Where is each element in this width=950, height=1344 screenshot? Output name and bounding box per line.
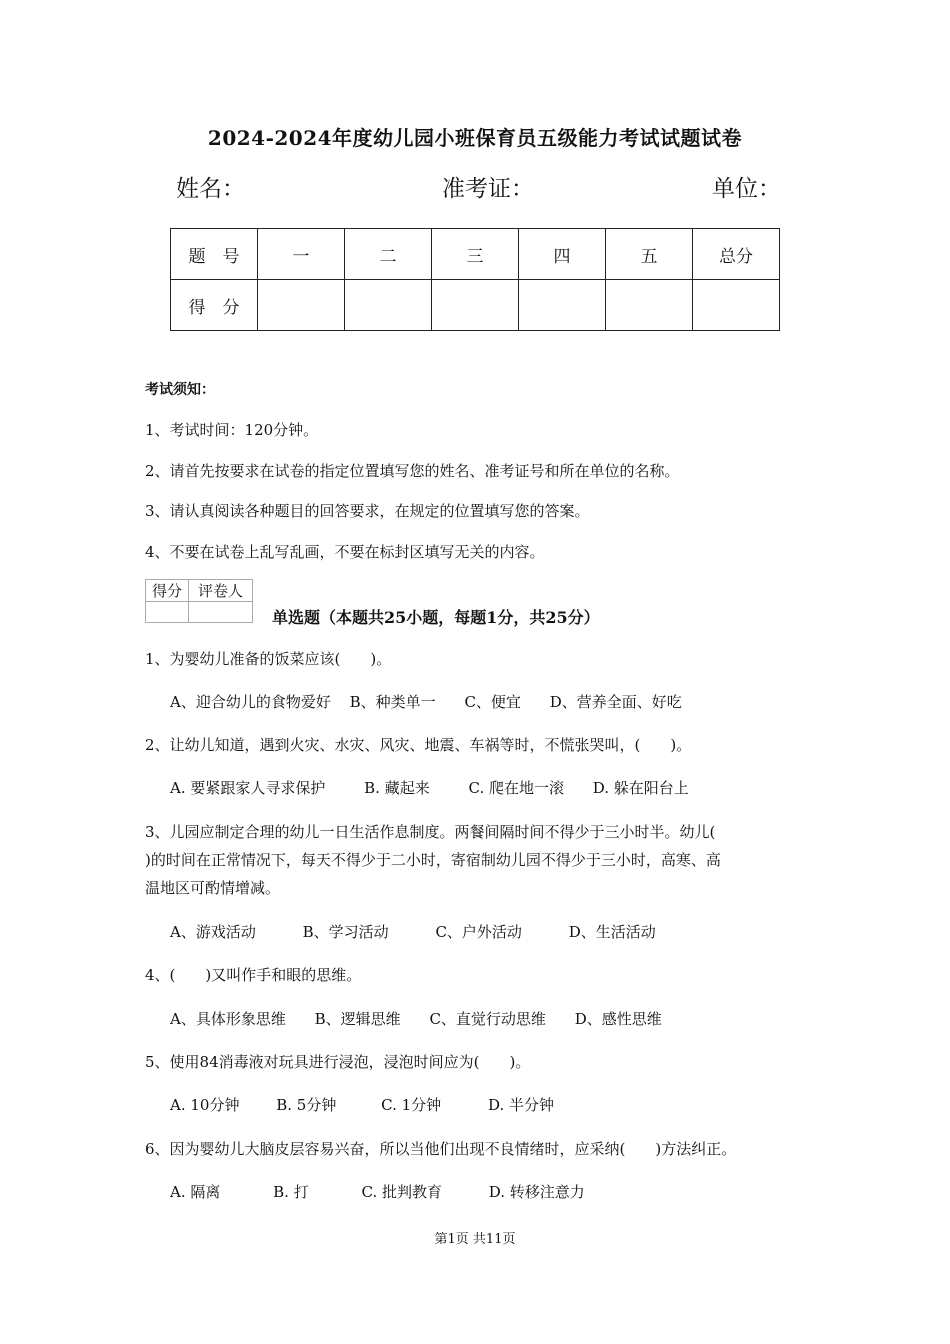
- score-header-cell: 五: [606, 229, 693, 280]
- score-cell[interactable]: [432, 280, 519, 331]
- question-stem: 4、( )又叫作手和眼的思维。: [145, 966, 362, 984]
- option[interactable]: B. 打: [273, 1183, 309, 1201]
- grader-score-label: 得分: [146, 580, 189, 602]
- question-options: [170, 691, 682, 712]
- question-options: [170, 1181, 585, 1202]
- page-title: 2024-2024年度幼儿园小班保育员五级能力考试试题试卷: [207, 126, 743, 150]
- option[interactable]: A. 10分钟: [170, 1096, 240, 1114]
- score-cell[interactable]: [519, 280, 606, 331]
- grader-box: [145, 579, 253, 623]
- score-cell[interactable]: [693, 280, 780, 331]
- option[interactable]: A. 隔离: [170, 1183, 221, 1201]
- question-stem: 1、为婴幼儿准备的饭菜应该( )。: [145, 650, 392, 668]
- grader-reviewer-cell[interactable]: [189, 602, 253, 623]
- score-header-cell: 题 号: [171, 229, 258, 280]
- option[interactable]: D. 转移注意力: [488, 1183, 585, 1201]
- option[interactable]: B、种类单一: [349, 693, 436, 711]
- section-title: 单选题（本题共25小题，每题1分，共25分）: [272, 608, 600, 627]
- grader-reviewer-label: 评卷人: [189, 580, 253, 602]
- question-stem: 5、使用84消毒液对玩具进行浸泡，浸泡时间应为( )。: [145, 1053, 531, 1071]
- score-cell[interactable]: [606, 280, 693, 331]
- option[interactable]: D. 躲在阳台上: [592, 779, 689, 797]
- notice-item: 1、考试时间：120分钟。: [145, 421, 319, 439]
- question-options: [170, 921, 656, 942]
- question-options: [170, 777, 689, 798]
- notice-title: 考试须知：: [145, 382, 215, 398]
- question-stem: 6、因为婴幼儿大脑皮层容易兴奋，所以当他们出现不良情绪时，应采纳( )方法纠正。: [145, 1140, 737, 1158]
- option[interactable]: C. 爬在地一滚: [468, 779, 564, 797]
- question-stem: 2、让幼儿知道，遇到火灾、水灾、风灾、地震、车祸等时，不慌张哭叫，( )。: [145, 736, 692, 754]
- score-header-cell: 一: [258, 229, 345, 280]
- ticket-label: 准考证：: [442, 176, 534, 202]
- option[interactable]: B、逻辑思维: [314, 1010, 401, 1028]
- score-cell[interactable]: [258, 280, 345, 331]
- option[interactable]: C、直觉行动思维: [429, 1010, 546, 1028]
- option[interactable]: D、生活活动: [568, 923, 656, 941]
- score-row-label: 得 分: [171, 280, 258, 331]
- option[interactable]: C. 批判教育: [361, 1183, 442, 1201]
- score-cell[interactable]: [345, 280, 432, 331]
- score-header-cell: 二: [345, 229, 432, 280]
- grader-score-cell[interactable]: [146, 602, 189, 623]
- option[interactable]: A、迎合幼儿的食物爱好: [170, 693, 331, 711]
- unit-label: 单位：: [712, 176, 781, 202]
- question-stem: )的时间在正常情况下，每天不得少于二小时，寄宿制幼儿园不得少于三小时，高寒、高: [145, 851, 721, 869]
- question-stem: 温地区可酌情增减。: [145, 879, 281, 897]
- score-table: [170, 228, 780, 331]
- option[interactable]: B. 5分钟: [276, 1096, 337, 1114]
- option[interactable]: A. 要紧跟家人寻求保护: [170, 779, 326, 797]
- question-stem: 3、儿园应制定合理的幼儿一日生活作息制度。两餐间隔时间不得少于三小时半。幼儿(: [145, 823, 716, 841]
- notice-item: 4、不要在试卷上乱写乱画，不要在标封区填写无关的内容。: [145, 543, 545, 561]
- notice-item: 3、请认真阅读各种题目的回答要求，在规定的位置填写您的答案。: [145, 502, 590, 520]
- question-options: [170, 1094, 554, 1115]
- option[interactable]: B. 藏起来: [364, 779, 430, 797]
- option[interactable]: B、学习活动: [302, 923, 389, 941]
- page-footer: 第1页 共11页: [434, 1232, 516, 1247]
- score-header-cell: 三: [432, 229, 519, 280]
- notice-item: 2、请首先按要求在试卷的指定位置填写您的姓名、准考证号和所在单位的名称。: [145, 462, 680, 480]
- option[interactable]: C、户外活动: [435, 923, 522, 941]
- score-table-header-row: [171, 229, 780, 280]
- option[interactable]: A、游戏活动: [170, 923, 256, 941]
- score-table-score-row: [171, 280, 780, 331]
- option[interactable]: A、具体形象思维: [170, 1010, 286, 1028]
- score-header-cell: 总分: [693, 229, 780, 280]
- option[interactable]: C. 1分钟: [381, 1096, 442, 1114]
- option[interactable]: D、感性思维: [574, 1010, 662, 1028]
- option[interactable]: C、便宜: [464, 693, 521, 711]
- option[interactable]: D、营养全面、好吃: [549, 693, 682, 711]
- score-header-cell: 四: [519, 229, 606, 280]
- question-options: [170, 1008, 662, 1029]
- option[interactable]: D. 半分钟: [487, 1096, 554, 1114]
- name-label: 姓名：: [176, 176, 245, 202]
